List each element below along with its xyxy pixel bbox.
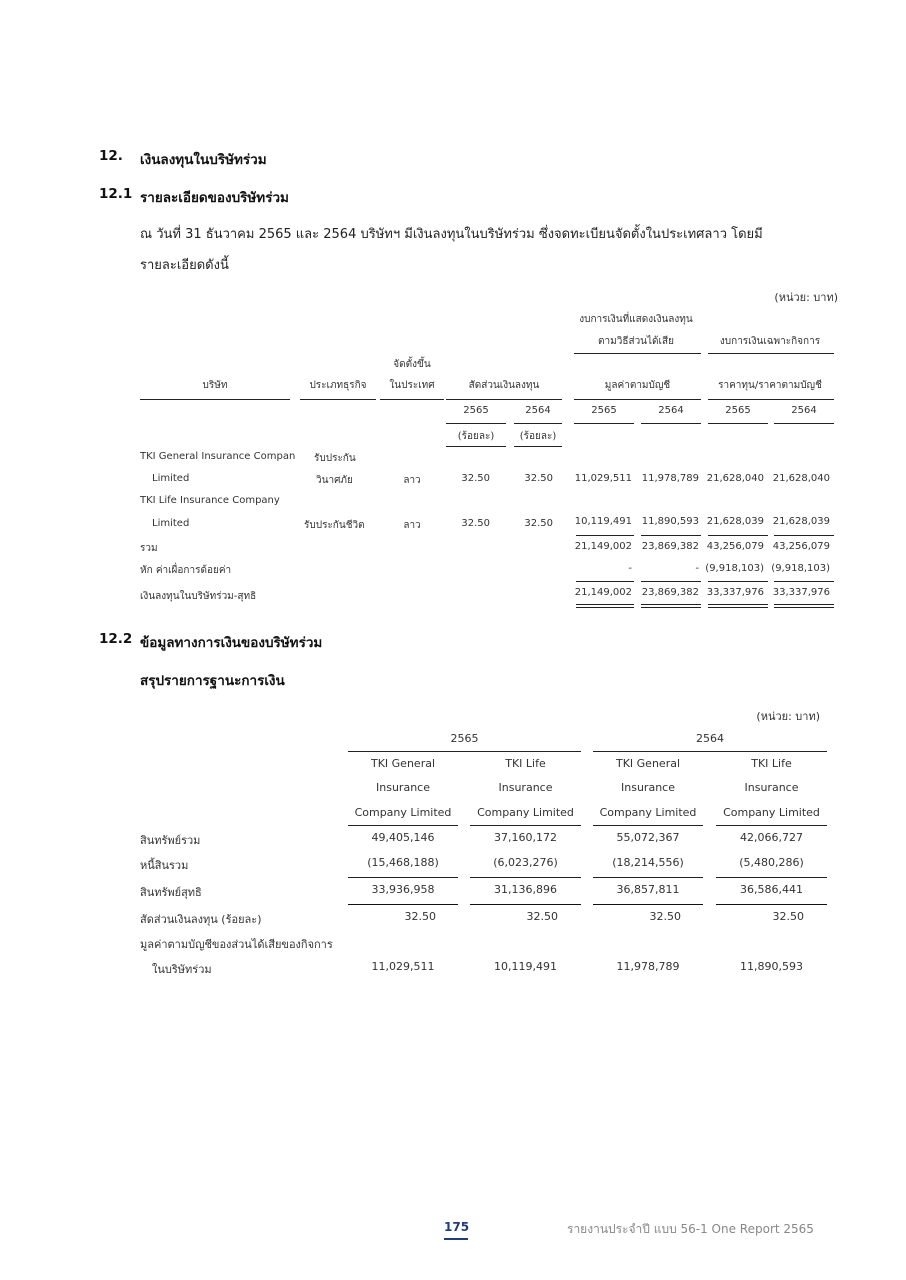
total-label: รวม [140, 543, 158, 554]
column-heading: Insurance [621, 781, 675, 794]
value-cell: (18,214,556) [612, 856, 684, 869]
rule-year [641, 423, 701, 424]
net-double-rule [774, 607, 834, 608]
rule-shareholding [446, 399, 562, 400]
page-number: 175 [444, 1220, 470, 1234]
year-cell: 2565 [591, 405, 617, 416]
value-cell: (5,480,286) [739, 856, 804, 869]
country-cell: ลาว [403, 520, 421, 531]
year-cell: 2565 [463, 405, 489, 416]
head-shareholding: สัดส่วนเงินลงทุน [468, 380, 540, 391]
net-value: 33,337,976 [772, 587, 830, 598]
net-top-rule [774, 581, 834, 582]
column-heading: Company Limited [599, 806, 697, 819]
rule-business [300, 399, 376, 400]
rule-year-group [593, 751, 827, 752]
value-cell: 36,857,811 [616, 883, 680, 896]
value-cell: 11,890,593 [641, 516, 699, 527]
subtotal-rule [641, 535, 701, 536]
net-double-rule [774, 604, 834, 605]
rule-year [514, 423, 562, 424]
value-cell: 32.50 [404, 910, 436, 923]
row-label-line-2: ในบริษัทร่วม [152, 963, 212, 976]
value-cell: 32.50 [772, 910, 804, 923]
subtotal-rule [708, 535, 768, 536]
column-heading: TKI General [615, 757, 681, 770]
company-name-line-2: Limited [152, 518, 190, 529]
value-cell: 31,136,896 [494, 883, 557, 896]
net-double-rule [708, 607, 768, 608]
percent-label: (ร้อยละ) [519, 431, 557, 442]
row-label: สินทรัพย์รวม [140, 834, 201, 847]
rule-year-group [348, 751, 581, 752]
total-rule [716, 904, 827, 905]
subsection-number: 12.1 [99, 186, 133, 202]
value-cell: (6,023,276) [493, 856, 558, 869]
total-rule [593, 904, 703, 905]
net-top-rule [708, 581, 768, 582]
rule-percent [514, 446, 562, 447]
group-equity-heading-2: ตามวิธีส่วนได้เสีย [598, 336, 674, 347]
impairment-value: - [695, 563, 699, 574]
value-cell: 32.50 [524, 473, 553, 484]
subtotal-rule [593, 877, 703, 878]
net-double-rule [708, 604, 768, 605]
column-heading: Insurance [498, 781, 553, 794]
rule-column-head [348, 825, 458, 826]
rule-cost [708, 399, 834, 400]
rule-equity-value [574, 399, 701, 400]
net-double-rule [641, 604, 701, 605]
subtotal-rule [576, 535, 634, 536]
percent-label: (ร้อยละ) [457, 431, 495, 442]
rule-year [708, 423, 768, 424]
total-value: 43,256,079 [706, 541, 764, 552]
impairment-value: (9,918,103) [705, 563, 764, 574]
rule-year [574, 423, 634, 424]
year-cell: 2564 [658, 405, 684, 416]
row-label-line-1: มูลค่าตามบัญชีของส่วนได้เสียของกิจการ [140, 938, 333, 951]
company-name-line-2: Limited [152, 473, 190, 484]
country-cell: ลาว [403, 475, 421, 486]
column-heading: Company Limited [354, 806, 452, 819]
head-established-1: จัดตั้งขึ้น [393, 359, 431, 370]
subtotal-rule [470, 877, 581, 878]
value-cell: 21,628,039 [706, 516, 764, 527]
column-heading: Company Limited [723, 806, 820, 819]
rule-year [446, 423, 506, 424]
column-heading: Insurance [744, 781, 799, 794]
value-cell: 11,890,593 [740, 960, 803, 973]
total-value: 23,869,382 [641, 541, 699, 552]
table1-unit: (หน่วย: บาท) [774, 291, 838, 304]
value-cell: 32.50 [461, 518, 490, 529]
report-title: รายงานประจำปี แบบ 56-1 One Report 2565 [567, 1222, 814, 1236]
row-label: สินทรัพย์สุทธิ [140, 886, 202, 899]
year-cell: 2564 [791, 405, 817, 416]
subtotal-rule [348, 877, 458, 878]
table2-unit: (หน่วย: บาท) [756, 710, 820, 723]
value-cell: 10,119,491 [494, 960, 557, 973]
subtotal-rule [716, 877, 827, 878]
value-cell: 21,628,039 [772, 516, 830, 527]
rule-company [140, 399, 290, 400]
business-type-line-2: วินาศภัย [316, 475, 353, 486]
head-company: บริษัท [202, 380, 228, 391]
net-top-rule [576, 581, 634, 582]
net-value: 21,149,002 [574, 587, 632, 598]
column-heading: TKI Life [505, 757, 546, 770]
year-heading: 2564 [696, 732, 724, 745]
business-type-line-1: รับประกัน [314, 453, 356, 464]
value-cell: 10,119,491 [574, 516, 632, 527]
head-cost: ราคาทุน/ราคาตามบัญชี [718, 380, 822, 391]
total-rule [470, 904, 581, 905]
column-heading: Insurance [376, 781, 430, 794]
total-value: 21,149,002 [574, 541, 632, 552]
paragraph-line-2: รายละเอียดดังนี้ [140, 258, 229, 273]
value-cell: 11,029,511 [574, 473, 632, 484]
net-top-rule [641, 581, 701, 582]
value-cell: 21,628,040 [772, 473, 830, 484]
rule-percent [446, 446, 506, 447]
rule-column-head [593, 825, 703, 826]
company-name-line-1: TKI General Insurance Compan [140, 451, 296, 462]
head-established-2: ในประเทศ [389, 380, 435, 391]
year-cell: 2565 [725, 405, 751, 416]
value-cell: 11,978,789 [641, 473, 699, 484]
subtotal-rule [774, 535, 834, 536]
row-label: หนี้สินรวม [140, 859, 189, 872]
group-equity-heading-1: งบการเงินที่แสดงเงินลงทุน [579, 314, 693, 325]
section-title: เงินลงทุนในบริษัทร่วม [140, 152, 267, 168]
subsection-subtitle: สรุปรายการฐานะการเงิน [140, 673, 285, 689]
net-label: เงินลงทุนในบริษัทร่วม-สุทธิ [140, 591, 257, 602]
impairment-value: - [628, 563, 632, 574]
value-cell: 55,072,367 [616, 831, 680, 844]
year-cell: 2564 [525, 405, 551, 416]
value-cell: (15,468,188) [367, 856, 439, 869]
rule-separate-group [708, 353, 834, 354]
value-cell: 32.50 [461, 473, 490, 484]
rule-column-head [716, 825, 827, 826]
value-cell: 11,978,789 [616, 960, 680, 973]
net-value: 33,337,976 [706, 587, 764, 598]
subsection-number: 12.2 [99, 631, 133, 647]
subsection-title: รายละเอียดของบริษัทร่วม [140, 190, 289, 206]
net-double-rule [641, 607, 701, 608]
net-value: 23,869,382 [641, 587, 699, 598]
section-number: 12. [99, 148, 123, 164]
value-cell: 49,405,146 [371, 831, 435, 844]
column-heading: TKI General [370, 757, 436, 770]
paragraph-line-1: ณ วันที่ 31 ธันวาคม 2565 และ 2564 บริษัทฯ มีเงินลงทุนในบริษัทร่วม ซึ่งจดทะเบียนจัดตั้งในประเทศลาว โดยมี [140, 227, 763, 242]
rule-year [774, 423, 834, 424]
impairment-value: (9,918,103) [771, 563, 830, 574]
rule-established [380, 399, 444, 400]
net-double-rule [576, 607, 634, 608]
company-name-line-1: TKI Life Insurance Company [140, 495, 280, 506]
value-cell: 32.50 [649, 910, 681, 923]
rule-column-head [470, 825, 581, 826]
rule-equity-group [574, 353, 701, 354]
value-cell: 11,029,511 [371, 960, 435, 973]
total-value: 43,256,079 [772, 541, 830, 552]
value-cell: 42,066,727 [740, 831, 803, 844]
value-cell: 33,936,958 [371, 883, 435, 896]
net-double-rule [576, 604, 634, 605]
column-heading: Company Limited [477, 806, 574, 819]
row-label: สัดส่วนเงินลงทุน (ร้อยละ) [140, 913, 262, 926]
value-cell: 37,160,172 [494, 831, 557, 844]
value-cell: 36,586,441 [740, 883, 803, 896]
subsection-title: ข้อมูลทางการเงินของบริษัทร่วม [140, 635, 323, 651]
column-heading: TKI Life [751, 757, 792, 770]
value-cell: 32.50 [526, 910, 558, 923]
year-heading: 2565 [450, 732, 479, 745]
total-rule [348, 904, 458, 905]
head-equity-value: มูลค่าตามบัญชี [604, 380, 671, 391]
impairment-label: หัก ค่าเผื่อการด้อยค่า [140, 565, 232, 576]
business-type-line-2: รับประกันชีวิต [304, 520, 365, 531]
value-cell: 32.50 [524, 518, 553, 529]
page-number-underline [444, 1238, 468, 1240]
head-business: ประเภทธุรกิจ [309, 380, 367, 391]
group-separate-heading: งบการเงินเฉพาะกิจการ [719, 336, 821, 347]
value-cell: 21,628,040 [706, 473, 764, 484]
